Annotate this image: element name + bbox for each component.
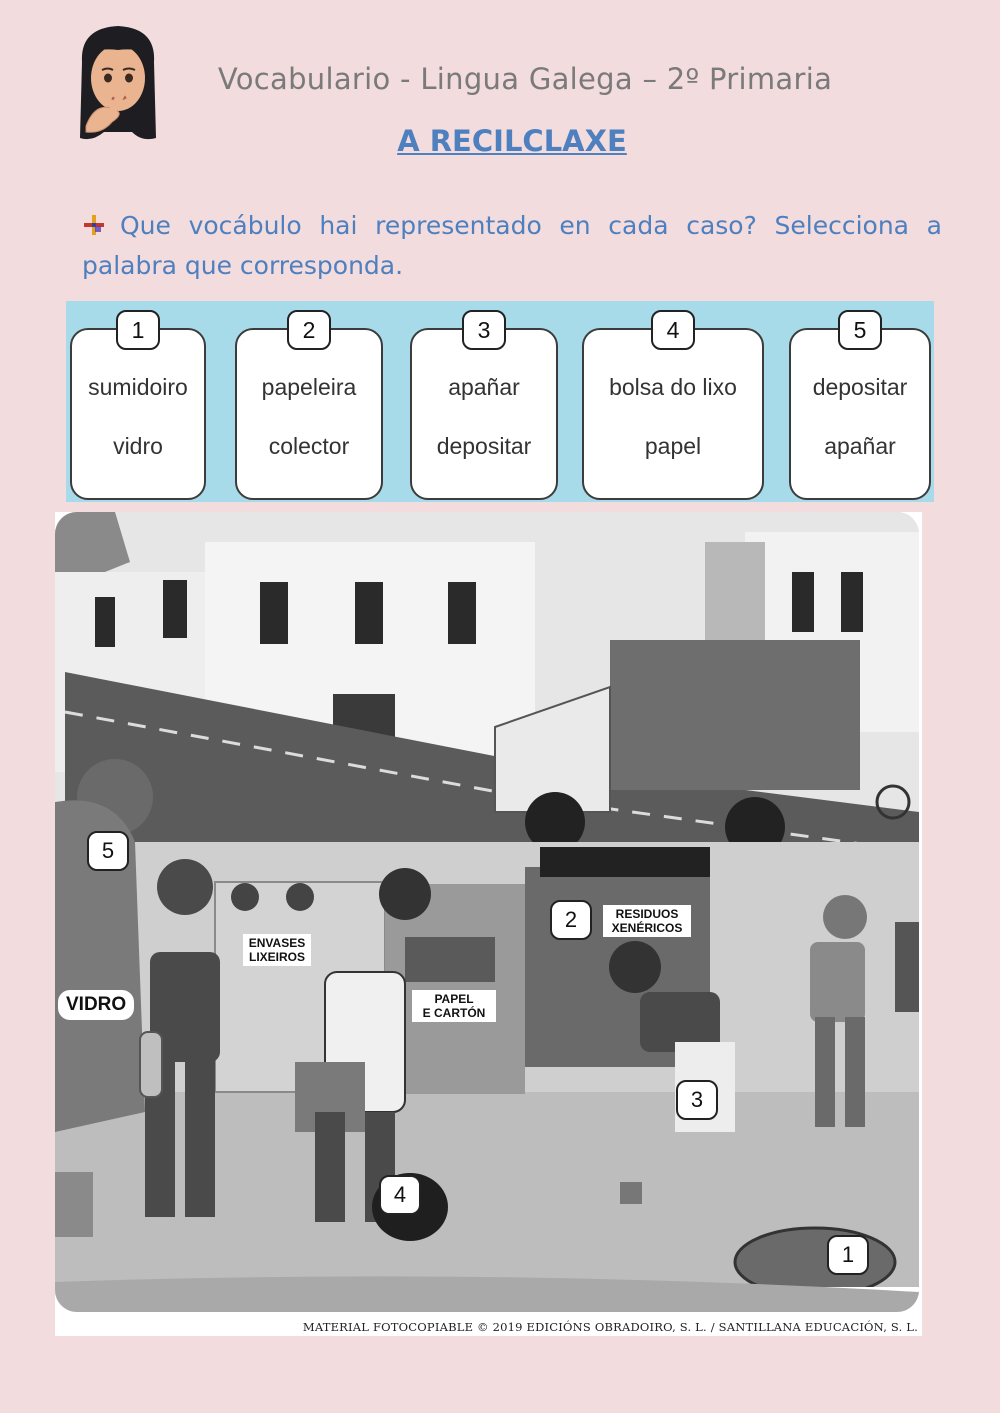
street-scene-drawing	[55, 512, 922, 1317]
choice-card-2	[235, 317, 383, 500]
marker-2: 2	[550, 900, 592, 940]
label-residuos-xenericos: RESIDUOS XENÉRICOS	[603, 905, 691, 937]
label-vidro: VIDRO	[58, 990, 134, 1020]
choice-number: 1	[116, 310, 160, 350]
choice-card-1	[70, 317, 206, 500]
choice-option[interactable]: papel	[644, 433, 702, 459]
page-title: A RECILCLAXE	[397, 124, 627, 158]
marker-5: 5	[87, 831, 129, 871]
page-subtitle: Vocabulario - Lingua Galega – 2º Primaria	[217, 62, 833, 96]
choice-option[interactable]: vidro	[113, 433, 163, 459]
copyright-footer: MATERIAL FOTOCOPIABLE © 2019 EDICIÓNS OBRADOIRO, S. L. / SANTILLANA EDUCACIÓN, S. L.	[302, 1320, 918, 1334]
instruction-text	[82, 206, 942, 286]
marker-4: 4	[379, 1175, 421, 1215]
marker-3: 3	[676, 1080, 718, 1120]
choice-number: 3	[462, 310, 506, 350]
choice-option[interactable]: depositar	[812, 374, 908, 400]
sparkle-bullet-icon	[82, 213, 106, 237]
label-envases-lixeiros: ENVASES LIXEIROS	[243, 934, 311, 966]
choice-card-4	[582, 317, 764, 500]
choice-option[interactable]: sumidoiro	[88, 374, 188, 400]
choice-option[interactable]: bolsa do lixo	[609, 374, 737, 400]
choices-panel	[66, 301, 934, 502]
label-papel-carton: PAPEL E CARTÓN	[412, 990, 496, 1022]
choice-option[interactable]: papeleira	[261, 374, 357, 400]
instruction-label: Que vocábulo hai representado en cada caso? Selecciona a palabra que corresponda.	[82, 211, 942, 280]
choice-number: 5	[838, 310, 882, 350]
choice-number: 2	[287, 310, 331, 350]
choice-number: 4	[651, 310, 695, 350]
choice-option[interactable]: apañar	[448, 374, 520, 400]
choice-option[interactable]: colector	[268, 433, 350, 459]
marker-1: 1	[827, 1235, 869, 1275]
choice-option[interactable]: depositar	[436, 433, 532, 459]
choice-card-5	[789, 317, 931, 500]
recycling-illustration	[55, 512, 922, 1336]
choice-option[interactable]: apañar	[824, 433, 896, 459]
choice-card-3	[410, 317, 558, 500]
